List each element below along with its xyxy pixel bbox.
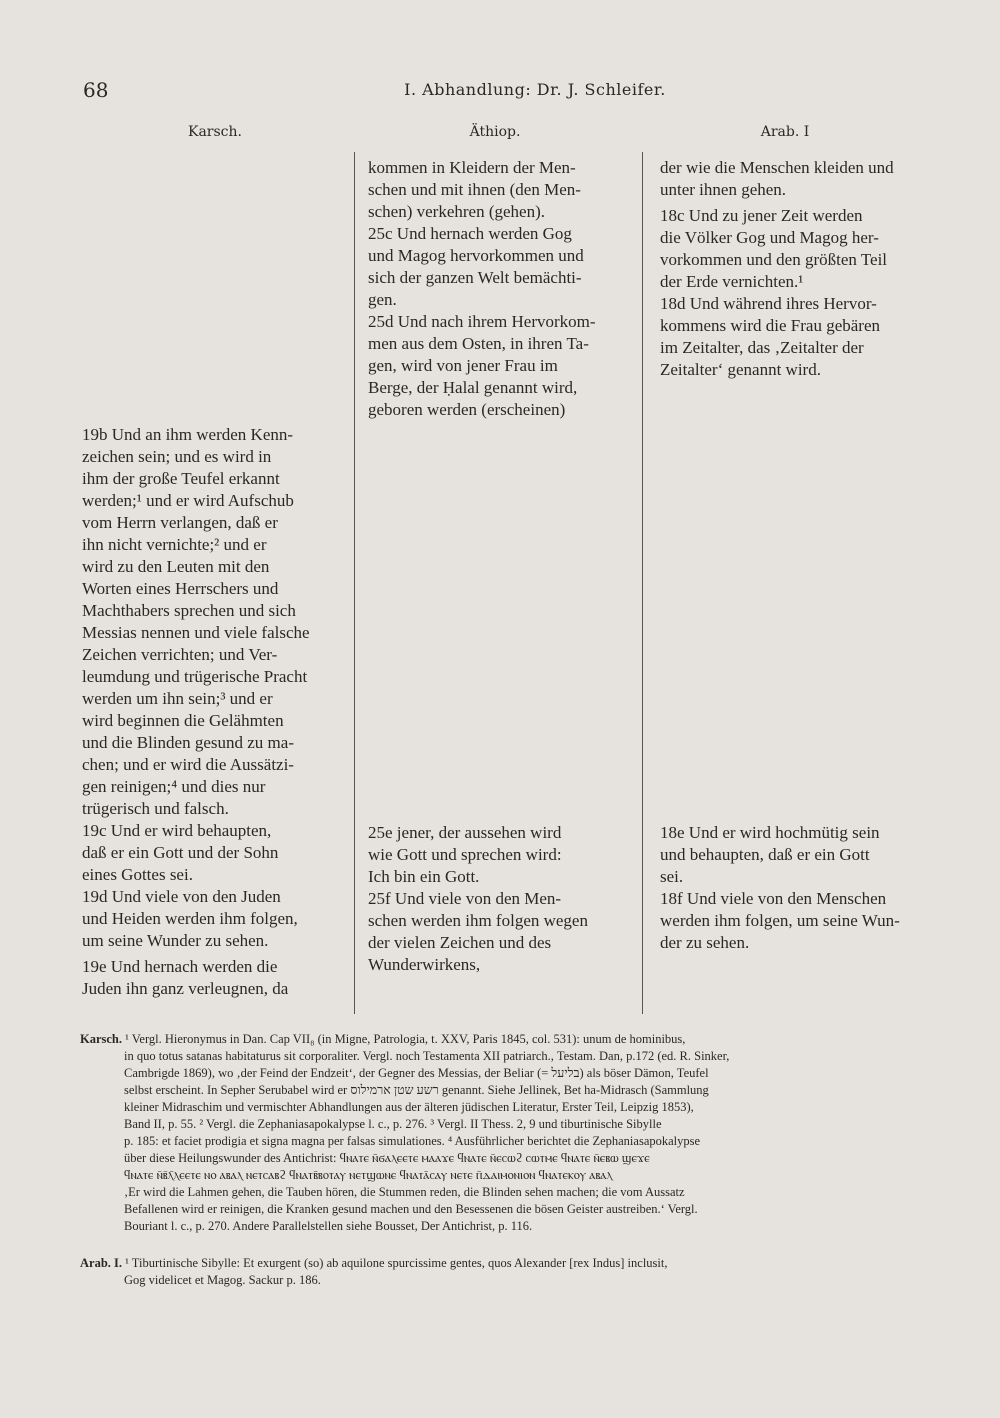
text-line: 19d Und viele von den Juden (82, 887, 281, 906)
text-line: schen werden ihm folgen wegen (368, 911, 588, 930)
text-line: werden ihm folgen, um seine Wun- (660, 911, 900, 930)
text-line: 18e Und er wird hochmütig sein (660, 823, 880, 842)
text-line: eines Gottes sei. (82, 865, 193, 884)
footnote-line: in quo totus satanas habitaturus sit corporaliter. Vergl. noch Testamenta XII patriarch., Testam. Dan, p.172 (ed. R. Sinker, (124, 1049, 730, 1063)
arab-column-top (660, 157, 922, 381)
footnote-line: über diese Heilungswunder des Antichrist: ϥⲛⲁⲧⲉ ⲛ̄ϭⲁⲗⲉⲉⲧⲉ ⲙⲁⲁϫⲉ ϥⲛⲁⲧⲉ ⲛ̄ⲉⲥⲱϩ ⲥⲱⲧⲙⲉ ϥⲛⲁⲧⲉ ⲛ̄ⲉⲃⲱ ϣⲉϫⲉ (124, 1151, 650, 1165)
column-divider-left (354, 152, 355, 1014)
text-line: um seine Wunder zu sehen. (82, 931, 269, 950)
text-line: Ich bin ein Gott. (368, 867, 480, 886)
text-line: gen. (368, 290, 397, 309)
text-line: gen, wird von jener Frau im (368, 356, 558, 375)
text-line: ihn nicht vernichte;² und er (82, 535, 267, 554)
text-line: trügerisch und falsch. (82, 799, 229, 818)
footnote-label: Karsch. (80, 1032, 123, 1046)
page-number: 68 (83, 78, 109, 102)
text-line: 25e jener, der aussehen wird (368, 823, 562, 842)
text-line: kommens wird die Frau gebären (660, 316, 880, 335)
text-line: geboren werden (erscheinen) (368, 400, 566, 419)
text-line: wird zu den Leuten mit den (82, 557, 270, 576)
text-line: Juden ihn ganz verleugnen, da (82, 979, 289, 998)
footnote-line: p. 185: et faciet prodigia et signa magna per falsas simulationes. ⁴ Ausführlicher berichtet die Zephaniasapokalypse (124, 1134, 701, 1148)
text-line: Worten eines Herrschers und (82, 579, 279, 598)
footnotes-karsch (80, 1031, 920, 1235)
footnote-line: Cambrigde 1869), wo ‚der Feind der Endzeit‘, der Gegner des Messias, der Beliar (= בליעל) als böser Dämon, Teufel (124, 1066, 709, 1080)
column-heading-arab: Arab. I (760, 124, 810, 140)
text-line: sei. (660, 867, 684, 886)
text-line: werden um ihn sein;³ und er (82, 689, 273, 708)
text-line: 18d Und während ihres Hervor- (660, 294, 877, 313)
text-line: Berge, der Ḥalal genannt wird, (368, 378, 578, 397)
aethiop-column-bottom (368, 822, 632, 976)
footnote-line: ϥⲛⲁⲧⲉ ⲛ̄ⲃ̄ⲗ̄ⲗⲉⲉⲧⲉ ⲛⲟ ⲁⲃⲁⲗ ⲛⲉⲧⲥⲁⲃϩ ϥⲛⲁⲧⲃ̄ⲃⲟⲧⲁⲩ ⲛⲉⲧϣⲱⲛⲉ ϥⲛⲁⲧⲁ̄ⲥⲁⲩ ⲛⲉⲧⲉ ⲡ̄ⲇⲁⲓⲙⲟⲛⲓⲟⲛ ϥⲛⲁⲧⲉⲕⲟⲩ ⲁⲃⲁⲗ (124, 1168, 613, 1182)
text-line: Zeitalter‘ genannt wird. (660, 360, 821, 379)
text-line: zeichen sein; und es wird in (82, 447, 272, 466)
text-line: unter ihnen gehen. (660, 180, 787, 199)
text-line: Zeichen verrichten; und Ver- (82, 645, 278, 664)
text-line: der Erde vernichten.¹ (660, 272, 804, 291)
text-line: 19e Und hernach werden die (82, 957, 278, 976)
text-line: daß er ein Gott und der Sohn (82, 843, 279, 862)
text-line: vom Herrn verlangen, daß er (82, 513, 278, 532)
text-line: der vielen Zeichen und des (368, 933, 552, 952)
text-line: der wie die Menschen kleiden und (660, 158, 894, 177)
text-line: der zu sehen. (660, 933, 750, 952)
footnote-label: Arab. I. (80, 1256, 123, 1270)
footnote-first-line: ¹ Tiburtinische Sibylle: Et exurgent (so) ab aquilone spurcissime gentes, quos Alexander [rex Indus] inclusit, (125, 1256, 668, 1270)
text-line: leumdung und trügerische Pracht (82, 667, 308, 686)
text-line: 18c Und zu jener Zeit werden (660, 206, 863, 225)
footnote-line: ‚Er wird die Lahmen gehen, die Tauben hören, die Stummen reden, die Blinden sehen machen; die vom Aussatz (124, 1185, 685, 1199)
text-line: Messias nennen und viele falsche (82, 623, 310, 642)
text-line: 19b Und an ihm werden Kenn- (82, 425, 294, 444)
running-title: I. Abhandlung: Dr. J. Schleifer. (404, 80, 666, 99)
footnote-line: Bouriant l. c., p. 270. Andere Parallelstellen siehe Bousset, Der Antichrist, p. 116. (124, 1219, 533, 1233)
text-line: werden;¹ und er wird Aufschub (82, 491, 294, 510)
footnote-line: kleiner Midraschim und vermischter Abhandlungen aus der älteren jüdischen Literatur, Erster Teil, Leipzig 1853), (124, 1100, 694, 1114)
text-line: wie Gott und sprechen wird: (368, 845, 562, 864)
text-line: men aus dem Osten, in ihren Ta- (368, 334, 589, 353)
text-line: Wunderwirkens, (368, 955, 481, 974)
text-line: und Magog hervorkommen und (368, 246, 584, 265)
text-line: Machthabers sprechen und sich (82, 601, 296, 620)
aethiop-column-top (368, 157, 632, 421)
text-line: 19c Und er wird behaupten, (82, 821, 272, 840)
text-line: sich der ganzen Welt bemächti- (368, 268, 582, 287)
footnote-first-line: ¹ Vergl. Hieronymus in Dan. Cap VII₈ (in Migne, Patrologia, t. XXV, Paris 1845, col. 531): unum de hominibus, (125, 1032, 686, 1046)
text-line: 18f Und viele von den Menschen (660, 889, 887, 908)
column-heading-aethiop: Äthiop. (469, 124, 521, 140)
karsch-column (82, 424, 346, 1000)
text-line: kommen in Kleidern der Men- (368, 158, 576, 177)
column-divider-right (642, 152, 643, 1014)
arab-column-bottom (660, 822, 922, 954)
text-line: schen) verkehren (gehen). (368, 202, 545, 221)
text-line: ihm der große Teufel erkannt (82, 469, 280, 488)
footnote-line: Band II, p. 55. ² Vergl. die Zephaniasapokalypse l. c., p. 276. ³ Vergl. II Thess. 2, 9 und tiburtinische Sibylle (124, 1117, 662, 1131)
footnote-line: Gog videlicet et Magog. Sackur p. 186. (124, 1273, 321, 1287)
text-line: und Heiden werden ihm folgen, (82, 909, 298, 928)
footnote-line: selbst erscheint. In Sepher Serubabel wird er רשע שטן ארמילוס genannt. Siehe Jellinek, Bet ha-Midrasch (Sammlung (124, 1083, 709, 1097)
footnote-line: Befallenen wird er reinigen, die Kranken gesund machen und den Besessenen die bösen Geister austreiben.‘ Vergl. (124, 1202, 698, 1216)
text-line: im Zeitalter, das ‚Zeitalter der (660, 338, 864, 357)
text-line: gen reinigen;⁴ und dies nur (82, 777, 266, 796)
text-line: 25c Und hernach werden Gog (368, 224, 572, 243)
text-line: die Völker Gog und Magog her- (660, 228, 879, 247)
text-line: vorkommen und den größten Teil (660, 250, 888, 269)
text-line: 25f Und viele von den Men- (368, 889, 562, 908)
text-line: wird beginnen die Gelähmten (82, 711, 284, 730)
text-line: und behaupten, daß er ein Gott (660, 845, 870, 864)
text-line: schen und mit ihnen (den Men- (368, 180, 581, 199)
footnotes-arab (80, 1255, 920, 1289)
text-line: chen; und er wird die Aussätzi- (82, 755, 294, 774)
text-line: 25d Und nach ihrem Hervorkom- (368, 312, 596, 331)
column-heading-karsch: Karsch. (188, 124, 242, 140)
text-line: und die Blinden gesund zu ma- (82, 733, 294, 752)
